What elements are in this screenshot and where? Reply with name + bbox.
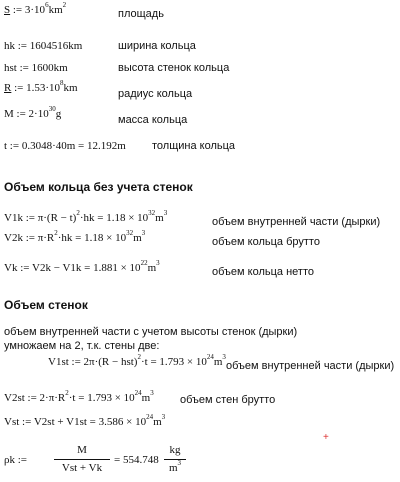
radius-unit: km bbox=[63, 82, 78, 94]
density-unit-bar bbox=[164, 459, 186, 460]
v2st-label: объем стен брутто bbox=[180, 394, 276, 406]
radius-exponent: 8 bbox=[60, 79, 64, 88]
v2k-unit: m bbox=[133, 232, 142, 244]
area-variable: S bbox=[4, 4, 11, 16]
v1st-formula[interactable] bbox=[48, 353, 226, 368]
radius-definition[interactable] bbox=[4, 79, 78, 94]
wall-height-label: высота стенок кольца bbox=[118, 62, 230, 74]
radius-variable: R bbox=[4, 82, 12, 94]
density-numerator: M bbox=[77, 444, 87, 456]
vk-label: объем кольца нетто bbox=[212, 266, 314, 278]
vk-unit-exponent: 3 bbox=[156, 259, 160, 268]
area-definition[interactable] bbox=[4, 1, 67, 16]
area-exponent: 6 bbox=[45, 1, 49, 10]
v2k-expression: V2k := π·R bbox=[4, 232, 55, 244]
vk-unit: m bbox=[147, 262, 157, 274]
v2k-exponent: 2 bbox=[54, 229, 58, 238]
note-line-2: умножаем на 2, т.к. стены две: bbox=[4, 340, 160, 352]
v2st-result-exponent: 24 bbox=[134, 389, 142, 398]
note-line-1: объем внутренней части с учетом высоты стенок (дырки) bbox=[4, 326, 298, 338]
vst-unit: m bbox=[153, 416, 162, 428]
density-unit-denominator bbox=[164, 459, 186, 474]
density-variable[interactable]: ρk := bbox=[4, 454, 27, 466]
density-fraction-bar bbox=[54, 459, 110, 460]
mass-unit: g bbox=[55, 108, 62, 120]
v1k-unit-exponent: 3 bbox=[163, 209, 168, 218]
v1k-label: объем внутренней части (дырки) bbox=[212, 216, 381, 228]
v1k-formula[interactable] bbox=[4, 209, 168, 224]
density-result: = 554.748 bbox=[114, 454, 159, 466]
mass-exponent: 30 bbox=[48, 105, 56, 114]
vk-formula[interactable] bbox=[4, 259, 160, 274]
section-title-ring-volume: Объем кольца без учета стенок bbox=[4, 180, 193, 194]
radius-label: радиус кольца bbox=[118, 88, 193, 100]
v2st-expression: V2st := 2·π·R bbox=[4, 392, 66, 404]
area-unit: km bbox=[48, 4, 63, 16]
v1k-unit: m bbox=[155, 212, 164, 224]
v2k-formula[interactable] bbox=[4, 229, 146, 244]
v1st-unit: m bbox=[213, 356, 223, 368]
v1st-label: объем внутренней части (дырки) bbox=[226, 360, 395, 372]
thickness-label: толщина кольца bbox=[152, 140, 236, 152]
v1st-exponent: 2 bbox=[137, 353, 141, 362]
vst-expression: Vst := V2st + V1st = 3.586 × 10 bbox=[4, 416, 147, 428]
v1k-result: ·hk = 1.18 × 10 bbox=[79, 212, 149, 224]
width-label: ширина кольца bbox=[118, 40, 196, 52]
v2k-label: объем кольца брутто bbox=[212, 236, 320, 248]
v2st-exponent: 2 bbox=[65, 389, 69, 398]
thickness-definition[interactable]: t := 0.3048·40m = 12.192m bbox=[4, 140, 126, 152]
density-unit-exponent: 3 bbox=[177, 459, 182, 468]
crosshair-cursor-icon: + bbox=[323, 432, 329, 443]
v2k-result: ·hk = 1.18 × 10 bbox=[57, 232, 127, 244]
v1k-result-exponent: 32 bbox=[148, 209, 156, 218]
v2st-result: ·t = 1.793 × 10 bbox=[68, 392, 135, 404]
vk-expression: Vk := V2k − V1k = 1.881 × 10 bbox=[4, 262, 141, 274]
vk-exponent: 22 bbox=[140, 259, 148, 268]
density-unit-m: m bbox=[168, 462, 178, 474]
v1k-expression: V1k := π·(R − t) bbox=[4, 212, 77, 224]
radius-expression: := 1.53·10 bbox=[11, 82, 61, 94]
density-unit-numerator: kg bbox=[169, 444, 181, 456]
area-label: площадь bbox=[118, 8, 164, 20]
vst-formula[interactable] bbox=[4, 413, 166, 428]
width-definition[interactable]: hk := 1604516km bbox=[4, 40, 83, 52]
vst-unit-exponent: 3 bbox=[161, 413, 166, 422]
mass-expression: M := 2·10 bbox=[4, 108, 49, 120]
v2k-unit-exponent: 3 bbox=[141, 229, 146, 238]
vst-exponent: 24 bbox=[146, 413, 154, 422]
v1st-result: ·t = 1.793 × 10 bbox=[140, 356, 207, 368]
section-title-walls-volume: Объем стенок bbox=[4, 298, 88, 312]
v1st-expression: V1st := 2π·(R − hst) bbox=[48, 356, 138, 368]
mass-definition[interactable] bbox=[4, 105, 62, 120]
v2st-formula[interactable] bbox=[4, 389, 154, 404]
mass-label: масса кольца bbox=[118, 114, 188, 126]
area-unit-exponent: 2 bbox=[62, 1, 67, 10]
v1k-exponent: 2 bbox=[76, 209, 80, 218]
v1st-result-exponent: 24 bbox=[206, 353, 214, 362]
v2st-unit: m bbox=[141, 392, 151, 404]
wall-height-definition[interactable]: hst := 1600km bbox=[4, 62, 68, 74]
v1st-unit-exponent: 3 bbox=[222, 353, 226, 362]
v2st-unit-exponent: 3 bbox=[150, 389, 154, 398]
area-expression: := 3·10 bbox=[10, 4, 46, 16]
v2k-result-exponent: 32 bbox=[126, 229, 134, 238]
density-denominator: Vst + Vk bbox=[61, 462, 103, 474]
